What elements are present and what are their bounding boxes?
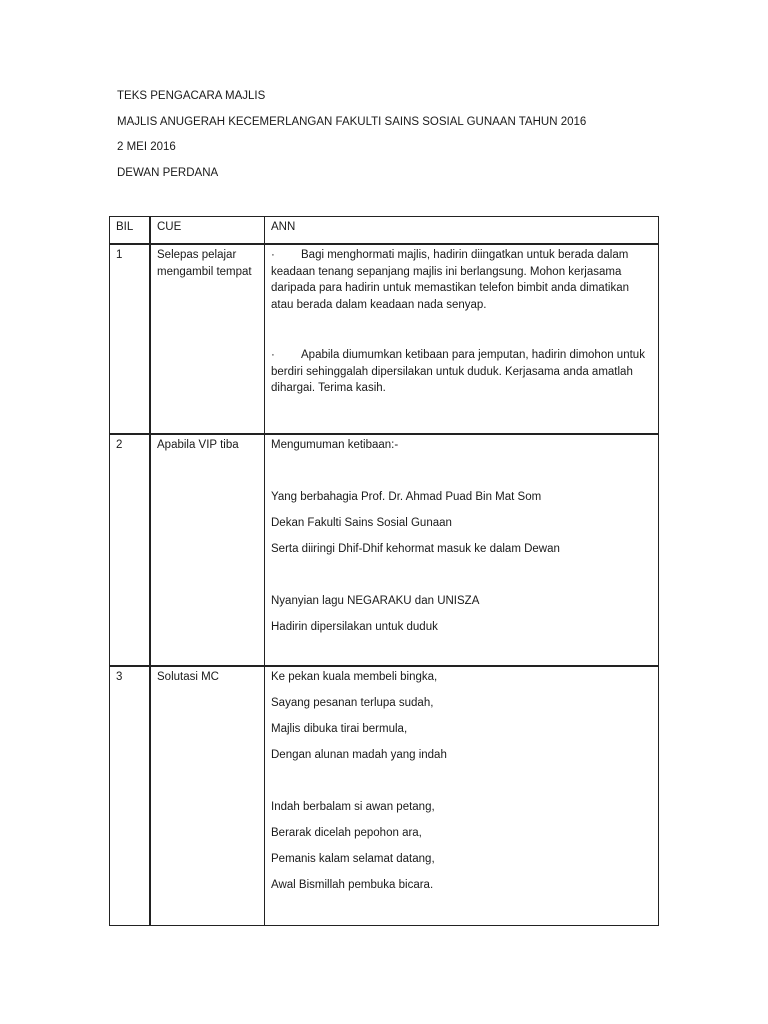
table-row <box>110 666 659 926</box>
announcement-paragraph <box>271 247 652 313</box>
row-number: 2 <box>110 434 151 666</box>
event-title: MAJLIS ANUGERAH KECEMERLANGAN FAKULTI SAINS SOSIAL GUNAAN TAHUN 2016 <box>117 116 587 128</box>
event-date: 2 MEI 2016 <box>117 141 176 153</box>
header-bil: BIL <box>110 217 151 245</box>
table-row <box>110 244 659 434</box>
bullet-icon: · <box>271 249 275 261</box>
announcement-line: Nyanyian lagu NEGARAKU dan UNISZA <box>271 595 480 607</box>
announcement-line: Yang berbahagia Prof. Dr. Ahmad Puad Bin Mat Som <box>271 491 542 503</box>
announcement-line: Serta diiringi Dhif-Dhif kehormat masuk ke dalam Dewan <box>271 543 560 555</box>
pantun-line: Pemanis kalam selamat datang, <box>271 853 435 865</box>
script-table <box>109 216 659 926</box>
row-announcement <box>265 434 659 666</box>
pantun-line: Berarak dicelah pepohon ara, <box>271 827 422 839</box>
row-cue: Selepas pelajar mengambil tempat <box>150 244 265 434</box>
announcement-line: Mengumuman ketibaan:- <box>271 439 399 451</box>
row-announcement <box>265 244 659 434</box>
row-number: 3 <box>110 666 151 926</box>
bullet-icon: · <box>271 349 275 361</box>
announcement-paragraph <box>271 347 652 397</box>
announcement-line: Dekan Fakulti Sains Sosial Gunaan <box>271 517 452 529</box>
row-announcement <box>265 666 659 926</box>
event-venue: DEWAN PERDANA <box>117 167 219 179</box>
pantun-line: Awal Bismillah pembuka bicara. <box>271 879 434 891</box>
row-cue: Apabila VIP tiba <box>150 434 265 666</box>
row-cue: Solutasi MC <box>150 666 265 926</box>
table-row <box>110 434 659 666</box>
table-header-row <box>110 217 659 245</box>
pantun-line: Sayang pesanan terlupa sudah, <box>271 697 434 709</box>
header-cue: CUE <box>150 217 265 245</box>
row-number: 1 <box>110 244 151 434</box>
pantun-line: Indah berbalam si awan petang, <box>271 801 435 813</box>
pantun-line: Ke pekan kuala membeli bingka, <box>271 671 438 683</box>
header-ann: ANN <box>265 217 659 245</box>
pantun-line: Majlis dibuka tirai bermula, <box>271 723 408 735</box>
announcement-text: Bagi menghormati majlis, hadirin diingatkan untuk berada dalam keadaan tenang sepanjang majlis ini berlangsung. Mohon kerjasama daripada para hadirin untuk memastikan telefon bimbit anda dimatikan atau berada dalam keadaan nada senyap. <box>271 249 629 311</box>
pantun-line: Dengan alunan madah yang indah <box>271 749 447 761</box>
announcement-text: Apabila diumumkan ketibaan para jemputan, hadirin dimohon untuk berdiri sehinggalah dipersilakan untuk duduk. Kerjasama anda amatlah dihargai. Terima kasih. <box>271 349 645 394</box>
announcement-line: Hadirin dipersilakan untuk duduk <box>271 621 438 633</box>
document-title: TEKS PENGACARA MAJLIS <box>117 90 266 102</box>
